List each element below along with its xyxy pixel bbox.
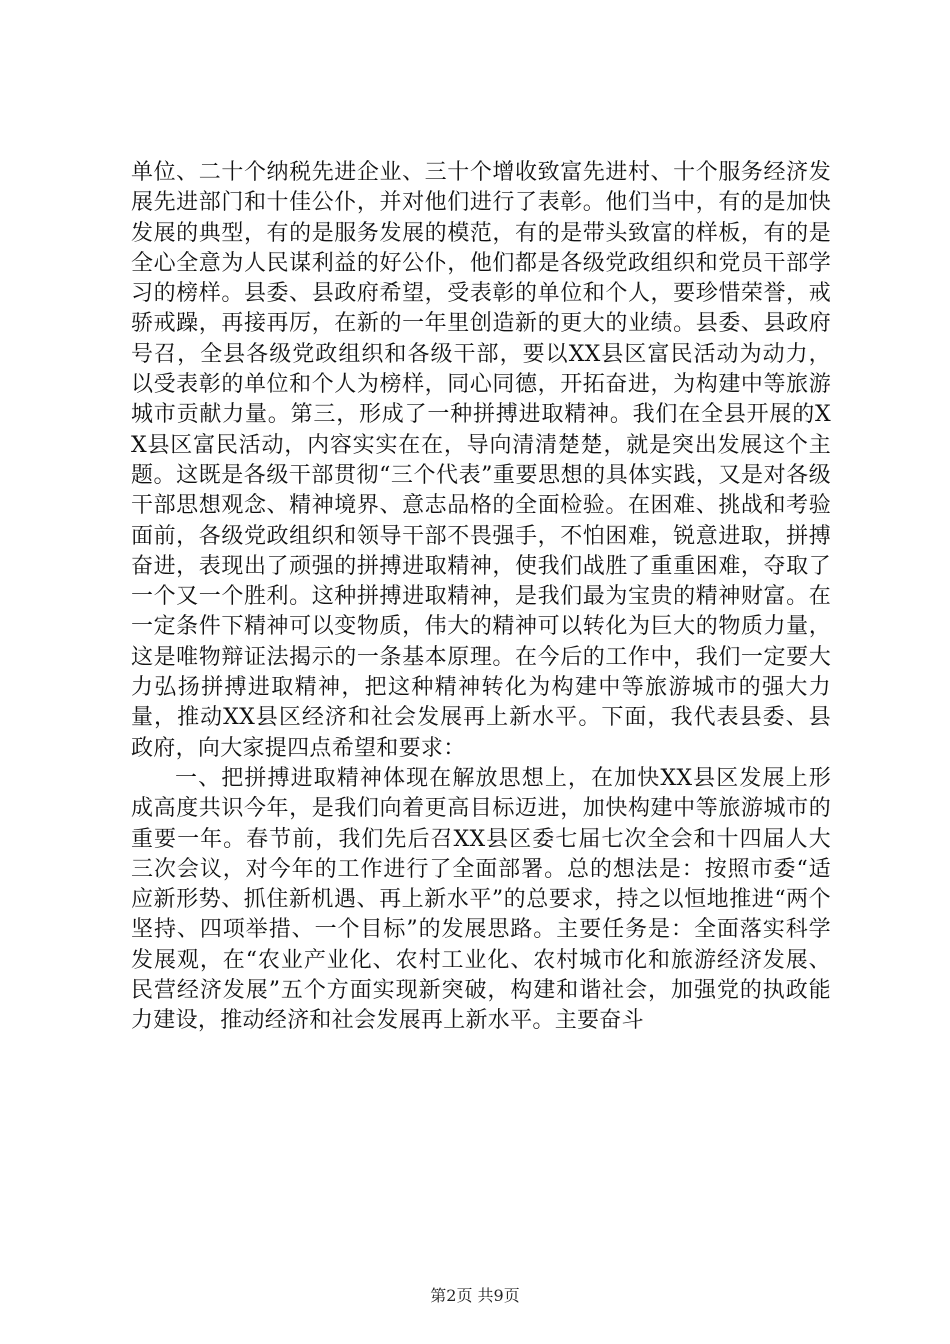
body-text (131, 158, 831, 1037)
paragraph-2: 一、把拼搏进取精神体现在解放思想上，在加快XX县区发展上形成高度共识今年，是我们向着更高目标迈进，加快构建中等旅游城市的重要一年。春节前，我们先后召XX县区委七届七次全会和十四届人大三次会议，对今年的工作进行了全面部署。总的想法是：按照市委“适应新形势、抓住新机遇、再上新水平”的总要求，持之以恒地推进“两个坚持、四项举措、一个目标”的发展思路。主要任务是：全面落实科学发展观，在“农业产业化、农村工业化、农村城市化和旅游经济发展、民营经济发展”五个方面实现新突破，构建和谐社会，加强党的执政能力建设，推动经济和社会发展再上新水平。主要奋斗 (131, 765, 831, 1034)
paragraph-1: 单位、二十个纳税先进企业、三十个增收致富先进村、十个服务经济发展先进部门和十佳公仆，并对他们进行了表彰。他们当中，有的是加快发展的典型，有的是服务发展的模范，有的是带头致富的样板，有的是全心全意为人民谋利益的好公仆，他们都是各级党政组织和党员干部学习的榜样。县委、县政府希望，受表彰的单位和个人，要珍惜荣誉，戒骄戒躁，再接再厉，在新的一年里创造新的更大的业绩。县委、县政府号召，全县各级党政组织和各级干部，要以XX县区富民活动为动力，以受表彰的单位和个人为榜样，同心同德，开拓奋进，为构建中等旅游城市贡献力量。第三，形成了一种拼搏进取精神。我们在全县开展的XX县区富民活动，内容实实在在，导向清清楚楚，就是突出发展这个主题。这既是各级干部贯彻“三个代表”重要思想的具体实践，又是对各级干部思想观念、精神境界、意志品格的全面检验。在困难、挑战和考验面前，各级党政组织和领导干部不畏强手，不怕困难，锐意进取，拼搏奋进，表现出了顽强的拼搏进取精神，使我们战胜了重重困难，夺取了一个又一个胜利。这种拼搏进取精神，是我们最为宝贵的精神财富。在一定条件下精神可以变物质，伟大的精神可以转化为巨大的物质力量，这是唯物辩证法揭示的一条基本原理。在今后的工作中，我们一定要大力弘扬拼搏进取精神，把这种精神转化为构建中等旅游城市的强大力量，推动XX县区经济和社会发展再上新水平。下面，我代表县委、县政府，向大家提四点希望和要求： (131, 160, 831, 761)
page-footer: 第2页 共9页 (430, 1286, 520, 1305)
